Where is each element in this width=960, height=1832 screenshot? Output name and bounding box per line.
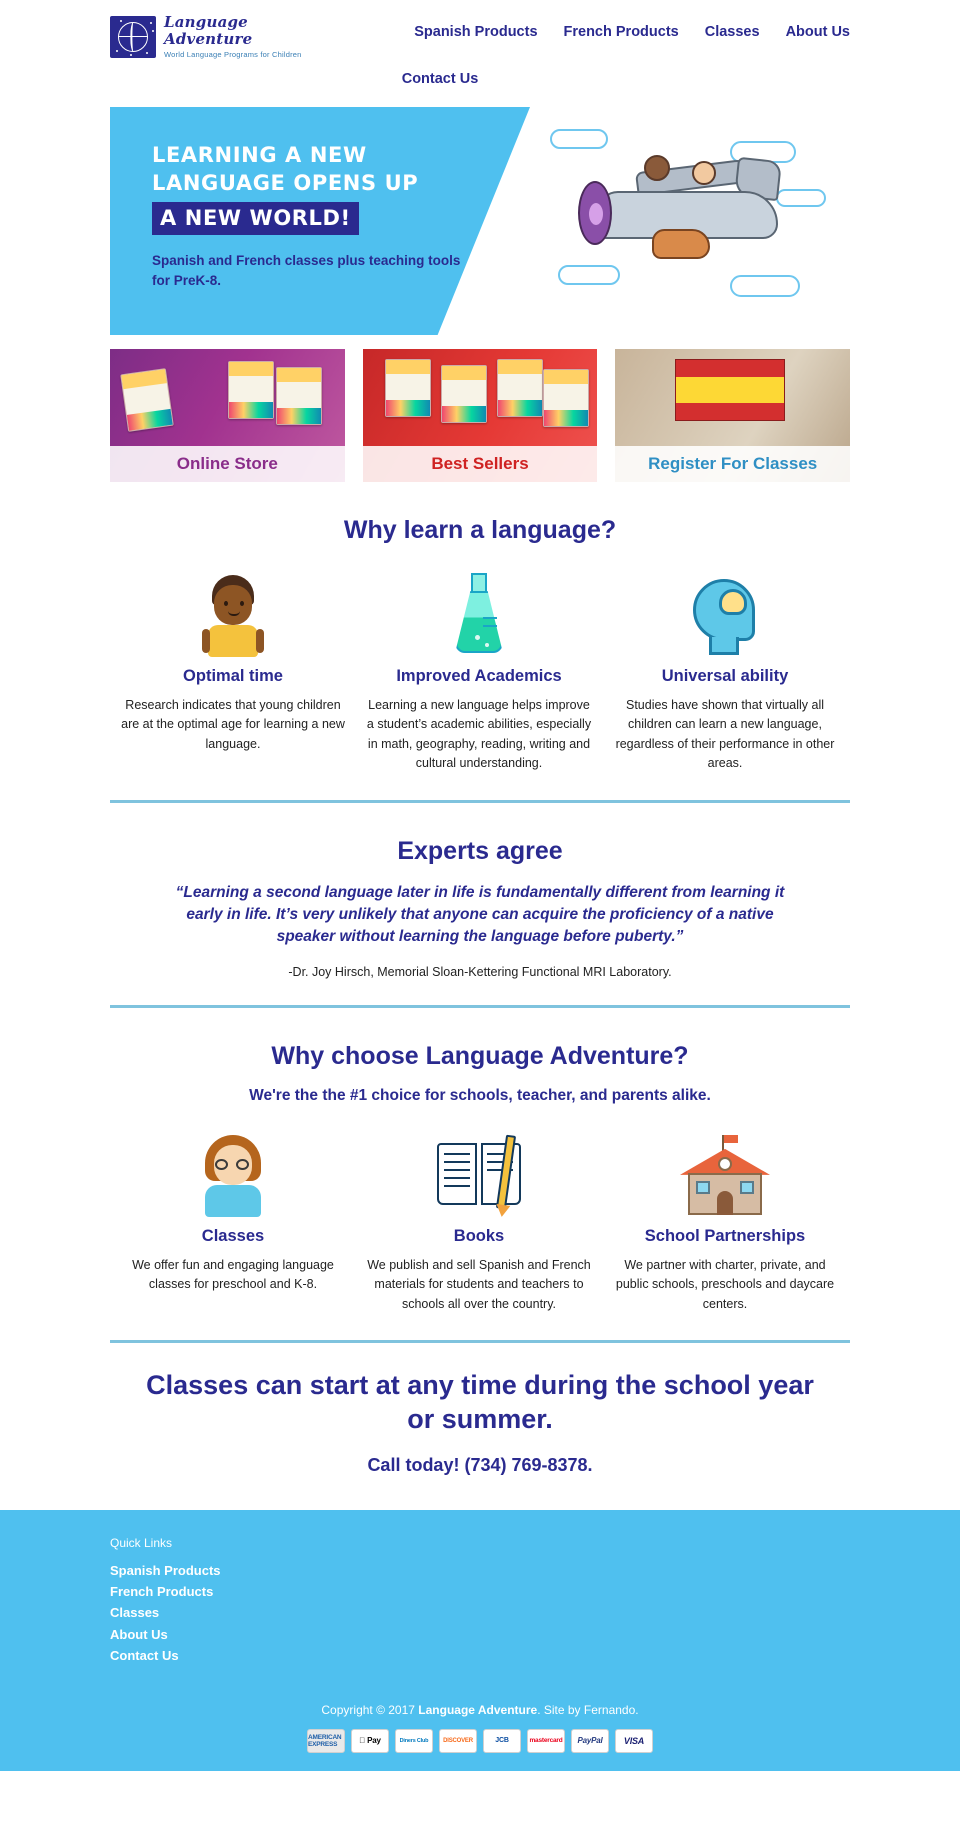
divider-1 (110, 800, 850, 803)
promo-label-best-sellers: Best Sellers (363, 446, 598, 482)
nav-item-contact-us[interactable]: Contact Us (401, 71, 479, 87)
cta-section (130, 1369, 830, 1476)
nav-item-about-us[interactable]: About Us (785, 24, 850, 40)
cta-heading: Classes can start at any time during the school year or summer. (146, 1370, 814, 1434)
experts-section (110, 837, 850, 979)
footer-link-french-products[interactable]: French Products (110, 1583, 214, 1599)
promo-label-online-store: Online Store (110, 446, 345, 482)
feature-text: Studies have shown that virtually all children can learn a new language, regardless of their performance in other areas. (615, 698, 835, 771)
site-header (0, 0, 960, 97)
hero-illustration (540, 125, 840, 325)
promo-card-register-for-classes[interactable] (615, 349, 850, 482)
feature-text: Learning a new language helps improve a student’s academic abilities, especially in math, geography, reading, writing and cultural understanding. (366, 698, 592, 771)
copyright (110, 1703, 850, 1717)
feature-title: Improved Academics (396, 667, 562, 685)
site-logo[interactable] (110, 14, 310, 59)
divider-3 (110, 1340, 850, 1343)
experts-title: Experts agree (397, 836, 563, 865)
site-footer (0, 1510, 960, 1771)
child-icon (118, 571, 348, 657)
expert-quote-source: -Dr. Joy Hirsch, Memorial Sloan-Kettering Functional MRI Laboratory. (288, 964, 672, 979)
why-choose-section (110, 1042, 850, 1314)
feature-improved-academics (356, 571, 602, 774)
why-learn-section (110, 516, 850, 774)
hero-banner (110, 107, 850, 335)
nav-item-french-products[interactable]: French Products (563, 24, 679, 40)
apple-pay-icon: Pay (351, 1729, 389, 1753)
logo-tagline: World Language Programs for Children (164, 50, 302, 59)
flask-icon (364, 571, 594, 657)
hero-headline-line1: LEARNING A NEW (152, 143, 367, 167)
offering-title: School Partnerships (644, 1226, 806, 1245)
copyright-suffix: . Site by Fernando. (537, 1702, 639, 1717)
promo-card-online-store[interactable] (110, 349, 345, 482)
feature-title: Universal ability (661, 667, 789, 685)
offering-text: We publish and sell Spanish and French materials for students and teachers to schools all over the country. (367, 1257, 591, 1311)
school-icon (610, 1131, 840, 1217)
logo-title: Language Adventure (164, 13, 253, 48)
nav-item-spanish-products[interactable]: Spanish Products (414, 24, 538, 40)
brain-head-icon (610, 571, 840, 657)
feature-title: Optimal time (183, 667, 283, 685)
book-pencil-icon (364, 1131, 594, 1217)
why-choose-subtitle: We're the the #1 choice for schools, teacher, and parents alike. (249, 1086, 711, 1104)
footer-link-contact-us[interactable]: Contact Us (110, 1648, 179, 1664)
expert-quote: “Learning a second language later in life is fundamentally different from learning it early in life. It’s very unlikely that anyone can acquire the proficiency of a native speaker without learning the language before puberty.” (175, 883, 785, 946)
feature-universal-ability (602, 571, 848, 774)
divider-2 (110, 1005, 850, 1008)
hero-headline-highlight: A NEW WORLD! (152, 202, 359, 235)
feature-text: Research indicates that young children are at the optimal age for learning a new language. (121, 698, 345, 751)
promo-cards (110, 349, 850, 482)
primary-nav (310, 14, 850, 40)
hero-headline (152, 141, 482, 235)
nav-item-classes[interactable]: Classes (704, 24, 760, 40)
footer-link-about-us[interactable]: About Us (110, 1626, 168, 1642)
offering-books (356, 1131, 602, 1314)
offering-title: Books (453, 1226, 505, 1245)
why-learn-title: Why learn a language? (343, 516, 617, 544)
copyright-brand: Language Adventure (418, 1702, 538, 1717)
footer-link-spanish-products[interactable]: Spanish Products (110, 1562, 221, 1578)
copyright-prefix: Copyright © 2017 (321, 1702, 419, 1717)
visa-card-icon: VISA (615, 1729, 653, 1753)
mastercard-icon: mastercard (527, 1729, 565, 1753)
paypal-icon: PayPal (571, 1729, 609, 1753)
quick-links-title: Quick Links (110, 1535, 173, 1550)
hero-headline-line2: LANGUAGE OPENS UP (152, 171, 419, 196)
offering-text: We offer fun and engaging language classes for preschool and K-8. (132, 1257, 334, 1292)
offering-text: We partner with charter, private, and public schools, preschools and daycare centers. (615, 1257, 835, 1311)
diners-club-icon: Diners Club (395, 1729, 433, 1753)
globe-icon (110, 16, 156, 58)
amex-card-icon: AMERICAN EXPRESS (307, 1729, 345, 1753)
offering-classes (110, 1131, 356, 1314)
secondary-nav (110, 59, 850, 87)
promo-label-register-for-classes: Register For Classes (615, 446, 850, 482)
offering-school-partnerships (602, 1131, 848, 1314)
discover-card-icon: DISCOVER (439, 1729, 477, 1753)
cta-phone: Call today! (734) 769-8378. (367, 1454, 593, 1475)
payment-methods (110, 1729, 850, 1753)
promo-card-best-sellers[interactable] (363, 349, 598, 482)
teacher-icon (118, 1131, 348, 1217)
hero-subtext: Spanish and French classes plus teaching tools for PreK-8. (152, 253, 461, 289)
footer-link-classes[interactable]: Classes (110, 1605, 160, 1621)
offering-title: Classes (201, 1226, 265, 1245)
feature-optimal-time (110, 571, 356, 774)
why-choose-title: Why choose Language Adventure? (271, 1041, 689, 1070)
jcb-card-icon: JCB (483, 1729, 521, 1753)
